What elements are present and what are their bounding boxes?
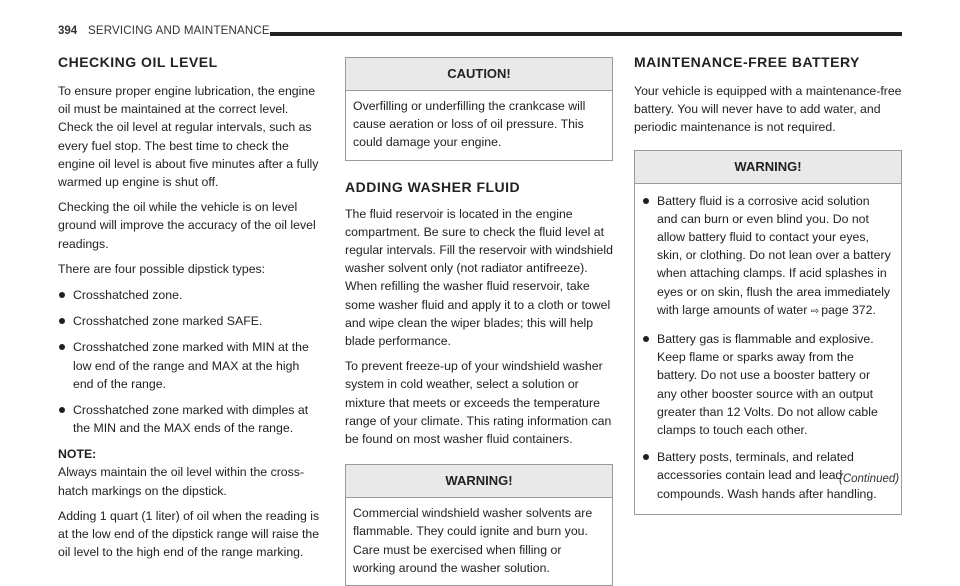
caution-text: Overfilling or underfilling the crankcase will cause aeration or loss of oil pressure. This could damage your engine.: [353, 99, 586, 150]
paragraph: Adding 1 quart (1 liter) of oil when the reading is at the low end of the dipstick range will raise the oil level to the high end of the range marking.: [58, 508, 320, 560]
paragraph: To prevent freeze-up of your windshield washer system in cold weather, select a solution or mixture that meets or exceeds the temperature range of your climate. This rating information can be found on most washer fluid containers.: [345, 359, 612, 447]
warning-text: Commercial windshield washer solvents are flammable. They could ignite and burn you. Care must be exercised when filling or working around the washer solution.: [353, 506, 593, 575]
paragraph: There are four possible dipstick types:: [58, 261, 266, 276]
list-item: Battery gas is flammable and explosive. Keep flame or sparks away from the battery. Do not use a booster battery or any other booster source with an output greater than 12 Volts. Do not allow cable clamps to touch each other.: [642, 330, 892, 439]
heading-checking-oil-level: CHECKING OIL LEVEL: [58, 54, 218, 70]
page-reference-link[interactable]: page 372.: [821, 302, 876, 317]
note-text: Always maintain the oil level within the cross-hatch markings on the dipstick.: [58, 465, 305, 498]
header-rule: [270, 32, 902, 36]
heading-adding-washer-fluid: ADDING WASHER FLUID: [345, 178, 521, 195]
list-item: Battery posts, terminals, and related accessories contain lead and lead compounds. Wash hands after handling.: [642, 448, 892, 503]
continued-label: (Continued): [839, 473, 900, 485]
caution-title: CAUTION!: [346, 58, 612, 91]
left-column: [58, 52, 322, 561]
paragraph: The fluid reservoir is located in the engine compartment. Be sure to check the fluid level at regular intervals. Fill the reservoir with windshield washer solvent only (not radiator antifreeze). When refilling the washer fluid reservoir, take some washer fluid and apply it to a cloth or towel and wipe clean the wiper blades; this will help blade performance.: [345, 206, 613, 349]
warning-box-washer: [345, 464, 613, 586]
list-item: [642, 192, 892, 321]
middle-column: [345, 57, 613, 586]
paragraph: Checking the oil while the vehicle is on level ground will improve the accuracy of the oil level readings.: [58, 200, 316, 251]
warning-box-battery: [634, 150, 902, 515]
dipstick-types-list: [58, 286, 322, 437]
page-number: 394: [58, 25, 78, 37]
right-column: [634, 52, 902, 515]
battery-warning-list: [642, 192, 892, 503]
list-item: Crosshatched zone.: [58, 286, 322, 304]
paragraph: Your vehicle is equipped with a maintenance-free battery. You will never have to add water, and periodic maintenance is not required.: [634, 84, 902, 135]
section-title: SERVICING AND MAINTENANCE: [88, 25, 270, 37]
list-item: Crosshatched zone marked SAFE.: [58, 312, 322, 330]
caution-box: [345, 57, 613, 161]
list-item: Crosshatched zone marked with MIN at the low end of the range and MAX at the high end of the range.: [58, 338, 322, 393]
page-header: [58, 25, 902, 45]
heading-maintenance-free-battery: MAINTENANCE-FREE BATTERY: [634, 54, 860, 70]
warning-item-text: Battery fluid is a corrosive acid solution and can burn or even blind you. Do not allow battery fluid to contact your eyes, skin, or clothing. Do not lean over a battery when attaching clamps. If acid splashes in eyes or on skin, flush the area immediately with large amounts of water: [657, 193, 891, 317]
page-ref-arrow-icon: ⇨: [810, 305, 820, 317]
paragraph: To ensure proper engine lubrication, the engine oil must be maintained at the correct level. Check the oil level at regular intervals, such as every fuel stop. The best time to check the engine oil level is about five minutes after a fully warmed up engine is shut off.: [58, 84, 319, 190]
warning-title: WARNING!: [346, 465, 612, 498]
note-label: NOTE:: [58, 447, 97, 462]
list-item: Crosshatched zone marked with dimples at the MIN and the MAX ends of the range.: [58, 401, 322, 437]
warning-title: WARNING!: [635, 151, 901, 184]
